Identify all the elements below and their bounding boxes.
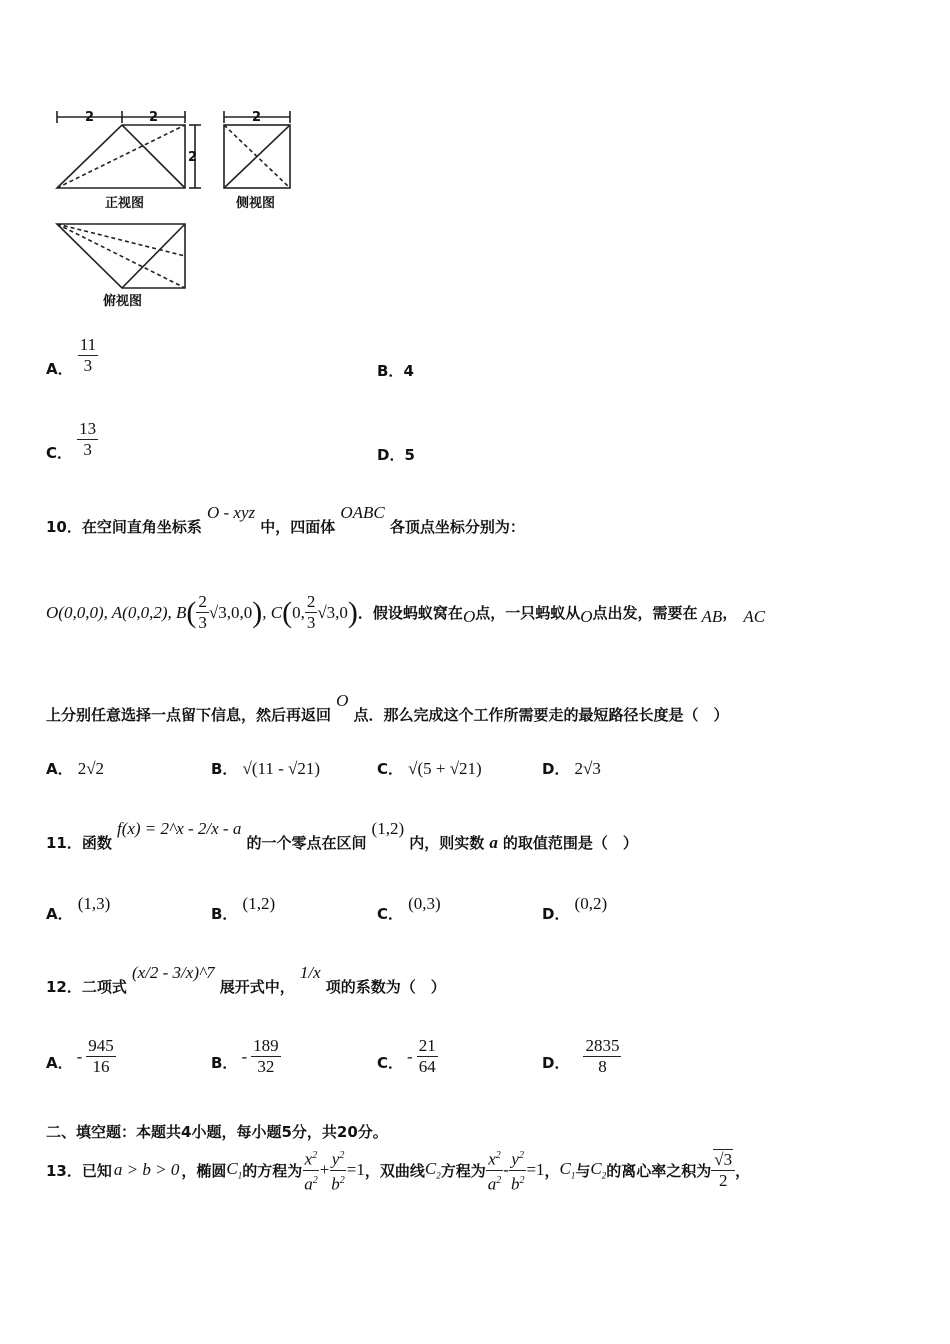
fraction: $\frac{x^2}{a^2}$: [486, 1146, 504, 1194]
q10-stem-line2: [46, 592, 765, 633]
q10-option-c[interactable]: [377, 758, 482, 779]
q13-text: 方程为: [440, 1161, 486, 1180]
option-letter: C．: [46, 444, 73, 462]
q12-option-a[interactable]: [46, 1036, 116, 1077]
option-letter: C．: [377, 760, 404, 778]
term-expression: 1/x: [299, 963, 321, 982]
q13-text: 与: [575, 1161, 591, 1180]
option-letter: C．: [377, 905, 404, 923]
q12-stem: [46, 962, 446, 996]
q10-text: 各顶点坐标分别为：: [389, 518, 525, 536]
plus-sign: +: [319, 1160, 330, 1180]
q13-stem: [46, 1146, 750, 1194]
fraction: $\frac{2835}{8}$: [585, 1036, 620, 1076]
q13-text: 的离心率之积为: [606, 1161, 712, 1180]
fraction: $\frac{21}{64}$: [418, 1036, 436, 1076]
q11-option-d[interactable]: [542, 893, 608, 923]
q13-text: 13．已知: [46, 1161, 112, 1180]
option-value: √(5 + √21): [408, 759, 482, 778]
dim-label-side-width: 2: [252, 110, 262, 125]
q10-text: 10．在空间直角坐标系: [46, 518, 202, 536]
ellipse-c1: $C_1$: [559, 1159, 576, 1181]
q9-option-a[interactable]: [46, 335, 98, 376]
option-letter: D．: [377, 446, 405, 464]
equals-one: =1: [526, 1160, 545, 1180]
point-o: O: [580, 606, 593, 626]
q10-option-a[interactable]: [46, 758, 104, 779]
interval: (1,2): [371, 819, 405, 838]
dim-label-front-right: 2: [149, 110, 159, 125]
option-letter: D．: [542, 1054, 570, 1072]
binomial-expression: (x/2 - 3/x)^7: [131, 963, 215, 982]
function-expression: f(x) = 2^x - 2/x - a: [116, 819, 242, 838]
option-value: 4: [403, 362, 414, 380]
q10-stem-line1: [46, 502, 525, 536]
q10-text: 中，四面体: [260, 518, 336, 536]
front-view-drawing: [57, 111, 201, 188]
q12-option-c[interactable]: [377, 1036, 438, 1077]
fraction: $\frac{2}{3}$: [306, 592, 316, 632]
fraction: $\frac{y^2}{b^2}$: [509, 1146, 527, 1194]
q10-text: ．假设蚂蚁窝在: [357, 604, 463, 622]
q10-text: 点．那么完成这个工作所需要走的最短路径长度是（ ）: [353, 706, 729, 724]
coord-system: O - xyz: [206, 503, 256, 522]
tetrahedron-name: OABC: [340, 503, 385, 522]
option-letter: D．: [542, 905, 570, 923]
q9-option-b[interactable]: [377, 360, 414, 381]
q13-text: ，: [735, 1161, 751, 1180]
option-value: (1,2): [242, 894, 276, 913]
minus-sign: -: [407, 1046, 413, 1066]
hyperbola-c2: $C_2$: [590, 1159, 607, 1181]
section-title: 二、填空题：本题共4小题，每小题5分，共20分。: [46, 1123, 388, 1141]
q13-text: ，: [544, 1161, 560, 1180]
points-oa: O(0,0,0), A(0,0,2), B: [46, 602, 187, 622]
hyperbola-c2: $C_2$: [424, 1159, 441, 1181]
option-letter: A．: [46, 360, 73, 378]
q10-stem-line3: [46, 690, 729, 724]
fraction: $\frac{945}{16}$: [88, 1036, 114, 1076]
q11-text: 的一个零点在区间: [246, 834, 367, 852]
q11-text: 11．函数: [46, 834, 112, 852]
q12-option-d[interactable]: [542, 1036, 621, 1077]
option-value: (0,3): [408, 894, 441, 913]
q12-text: 项的系数为（ ）: [325, 978, 446, 996]
option-letter: B．: [211, 760, 238, 778]
option-letter: B．: [377, 362, 404, 380]
paren-close: ): [252, 595, 263, 629]
front-view-label: 正视图: [105, 196, 145, 211]
q10-text: 点出发，需要在: [592, 604, 698, 622]
fraction: $\frac{√3}{2}$: [711, 1150, 735, 1191]
q11-text: 的取值范围是（ ）: [502, 834, 638, 852]
q12-text: 12．二项式: [46, 978, 127, 996]
option-letter: C．: [377, 1054, 404, 1072]
dim-label-front-height: 2: [188, 150, 198, 165]
option-letter: D．: [542, 760, 570, 778]
segment-ab: AB: [701, 606, 723, 626]
q13-text: 的方程为: [242, 1161, 303, 1180]
point-c-rest: √3,0: [317, 602, 348, 622]
dim-label-front-left: 2: [85, 110, 95, 125]
q11-stem: [46, 818, 638, 852]
top-view-label: 俯视图: [103, 294, 143, 309]
option-letter: B．: [211, 905, 238, 923]
minus-sign: -: [76, 1046, 83, 1066]
q9-option-d[interactable]: [377, 444, 415, 465]
q11-option-b[interactable]: [211, 893, 276, 923]
fraction: $\frac{11}{3}$: [79, 335, 97, 375]
q13-text: ，双曲线: [364, 1161, 425, 1180]
q10-text: 上分别任意选择一点留下信息，然后再返回: [46, 706, 332, 724]
q12-text: 展开式中，: [219, 978, 295, 996]
point-o: O: [336, 691, 349, 710]
point-c-first: 0,: [292, 602, 305, 622]
option-value: (0,2): [574, 894, 608, 913]
point-b-rest: √3,0,0: [208, 602, 253, 622]
q10-text: ，: [722, 604, 738, 622]
q10-option-d[interactable]: [542, 758, 601, 779]
q10-text: 点，一只蚂蚁从: [475, 604, 581, 622]
q10-option-b[interactable]: [211, 758, 320, 779]
q9-option-c[interactable]: [46, 419, 98, 460]
fraction: $\frac{x^2}{a^2}$: [302, 1146, 320, 1194]
variable-a: a: [489, 833, 498, 852]
fraction: $\frac{189}{32}$: [253, 1036, 279, 1076]
option-letter: B．: [211, 1054, 238, 1072]
option-value: 2√3: [574, 759, 601, 778]
minus-sign: -: [241, 1046, 248, 1066]
equals-one: =1: [346, 1160, 365, 1180]
q11-option-c[interactable]: [377, 893, 441, 923]
paren-open: (: [282, 595, 293, 629]
side-view-label: 侧视图: [236, 196, 276, 211]
segment-ac: AC: [743, 606, 766, 626]
option-letter: A．: [46, 905, 73, 923]
ellipse-c1: $C_1$: [226, 1159, 243, 1181]
fraction: $\frac{13}{3}$: [79, 419, 97, 459]
paren-close: ): [347, 595, 358, 629]
three-view-figure: [40, 100, 310, 315]
point-c-label: , C: [262, 602, 283, 622]
option-value: (1,3): [77, 894, 111, 913]
option-value: √(11 - √21): [242, 759, 321, 778]
q12-option-b[interactable]: [211, 1036, 281, 1077]
option-letter: A．: [46, 1054, 73, 1072]
paren-open: (: [186, 595, 197, 629]
option-letter: A．: [46, 760, 73, 778]
condition: a > b > 0: [113, 1160, 180, 1180]
option-value: 5: [404, 446, 415, 464]
fraction: $\frac{y^2}{b^2}$: [329, 1146, 347, 1194]
option-value: 2√2: [77, 759, 105, 778]
q13-text: ，椭圆: [181, 1161, 227, 1180]
fraction: $\frac{2}{3}$: [198, 592, 207, 632]
point-o: O: [462, 606, 476, 626]
top-view-drawing: [57, 224, 185, 288]
minus-sign: -: [503, 1160, 509, 1180]
q11-option-a[interactable]: [46, 893, 111, 923]
q11-text: 内，则实数: [409, 834, 485, 852]
